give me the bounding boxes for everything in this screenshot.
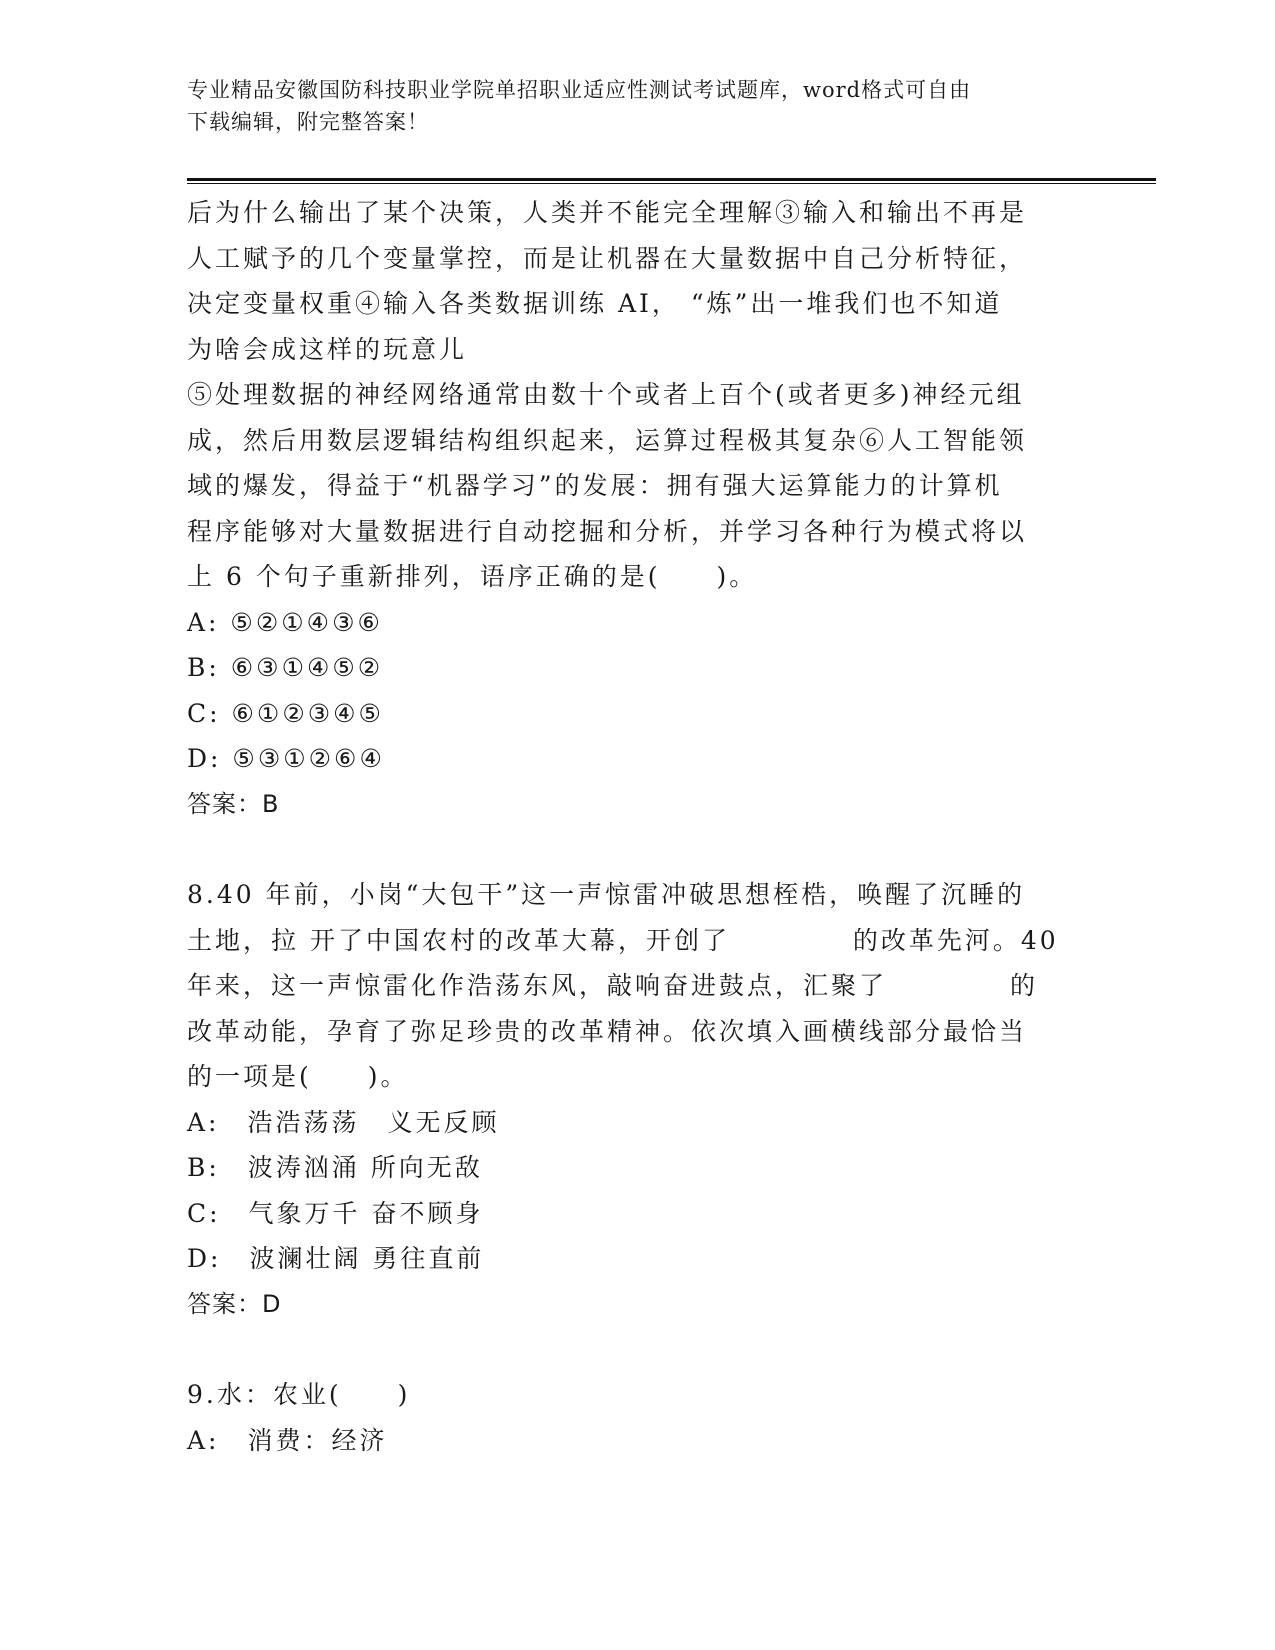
spacer xyxy=(187,1327,1067,1372)
q8-line: 8.40 年前，小岗“大包干”这一声惊雷冲破思想桎梏，唤醒了沉睡的 xyxy=(187,880,1026,909)
q7-line: 域的爆发，得益于“机器学习”的发展：拥有强大运算能力的计算机 xyxy=(187,471,1003,500)
q7-option-b: B: ⑥③①④⑤② xyxy=(187,653,384,682)
page-header xyxy=(187,74,1067,138)
q7-answer: 答案：B xyxy=(187,789,280,818)
q8-option-b: B: 波涛汹涌 所向无敌 xyxy=(187,1153,483,1182)
q7-line: 程序能够对大量数据进行自动挖掘和分析，并学习各种行为模式将以 xyxy=(187,516,1028,546)
q7-line: 人工赋予的几个变量掌控，而是让机器在大量数据中自己分析特征， xyxy=(187,243,1028,273)
q9-option-a: A: 消费：经济 xyxy=(187,1425,388,1455)
q7-line: 上 6 个句子重新排列，语序正确的是( )。 xyxy=(187,562,758,591)
header-rule-thick xyxy=(187,178,1156,181)
q8-option-a: A: 浩浩荡荡 义无反顾 xyxy=(187,1107,500,1137)
q8-line: 的一项是( )。 xyxy=(187,1062,409,1091)
question-8 xyxy=(187,872,1067,1327)
question-9 xyxy=(187,1372,1067,1463)
q7-option-c: C: ⑥①②③④⑤ xyxy=(187,698,384,728)
q8-line: 年来，这一声惊雷化作浩荡东风，敲响奋进鼓点，汇聚了 的 xyxy=(187,971,1038,1000)
header-line-2: 下载编辑，附完整答案！ xyxy=(187,110,429,134)
q7-line: 决定变量权重④输入各类数据训练 AI， “炼”出一堆我们也不知道 xyxy=(187,289,1003,318)
q7-line: ⑤处理数据的神经网络通常由数十个或者上百个(或者更多)神经元组 xyxy=(187,380,1025,409)
q8-option-c: C: 气象万千 奋不顾身 xyxy=(187,1198,484,1228)
q8-option-d: D: 波澜壮阔 勇往直前 xyxy=(187,1244,485,1273)
q8-answer: 答案：D xyxy=(187,1289,282,1318)
spacer xyxy=(187,827,1067,872)
q8-line: 改革动能，孕育了弥足珍贵的改革精神。依次填入画横线部分最恰当 xyxy=(187,1016,1028,1046)
header-rule-thin xyxy=(187,183,1156,184)
q9-line: 9.水：农业( ) xyxy=(187,1380,411,1409)
q7-option-a: A: ⑤②①④③⑥ xyxy=(187,607,383,637)
header-line-1: 专业精品安徽国防科技职业学院单招职业适应性测试考试题库，word格式可自由 xyxy=(187,78,972,102)
q7-line: 成，然后用数层逻辑结构组织起来，运算过程极其复杂⑥人工智能领 xyxy=(187,425,1028,455)
q7-option-d: D: ⑤③①②⑥④ xyxy=(187,744,385,773)
document-body xyxy=(187,190,1067,1463)
q7-line: 后为什么输出了某个决策，人类并不能完全理解③输入和输出不再是 xyxy=(187,198,1028,227)
q7-line: 为啥会成这样的玩意儿 xyxy=(187,334,468,364)
q8-line: 土地，拉 开了中国农村的改革大幕，开创了 的改革先河。40 xyxy=(187,925,1059,955)
question-7 xyxy=(187,190,1067,827)
